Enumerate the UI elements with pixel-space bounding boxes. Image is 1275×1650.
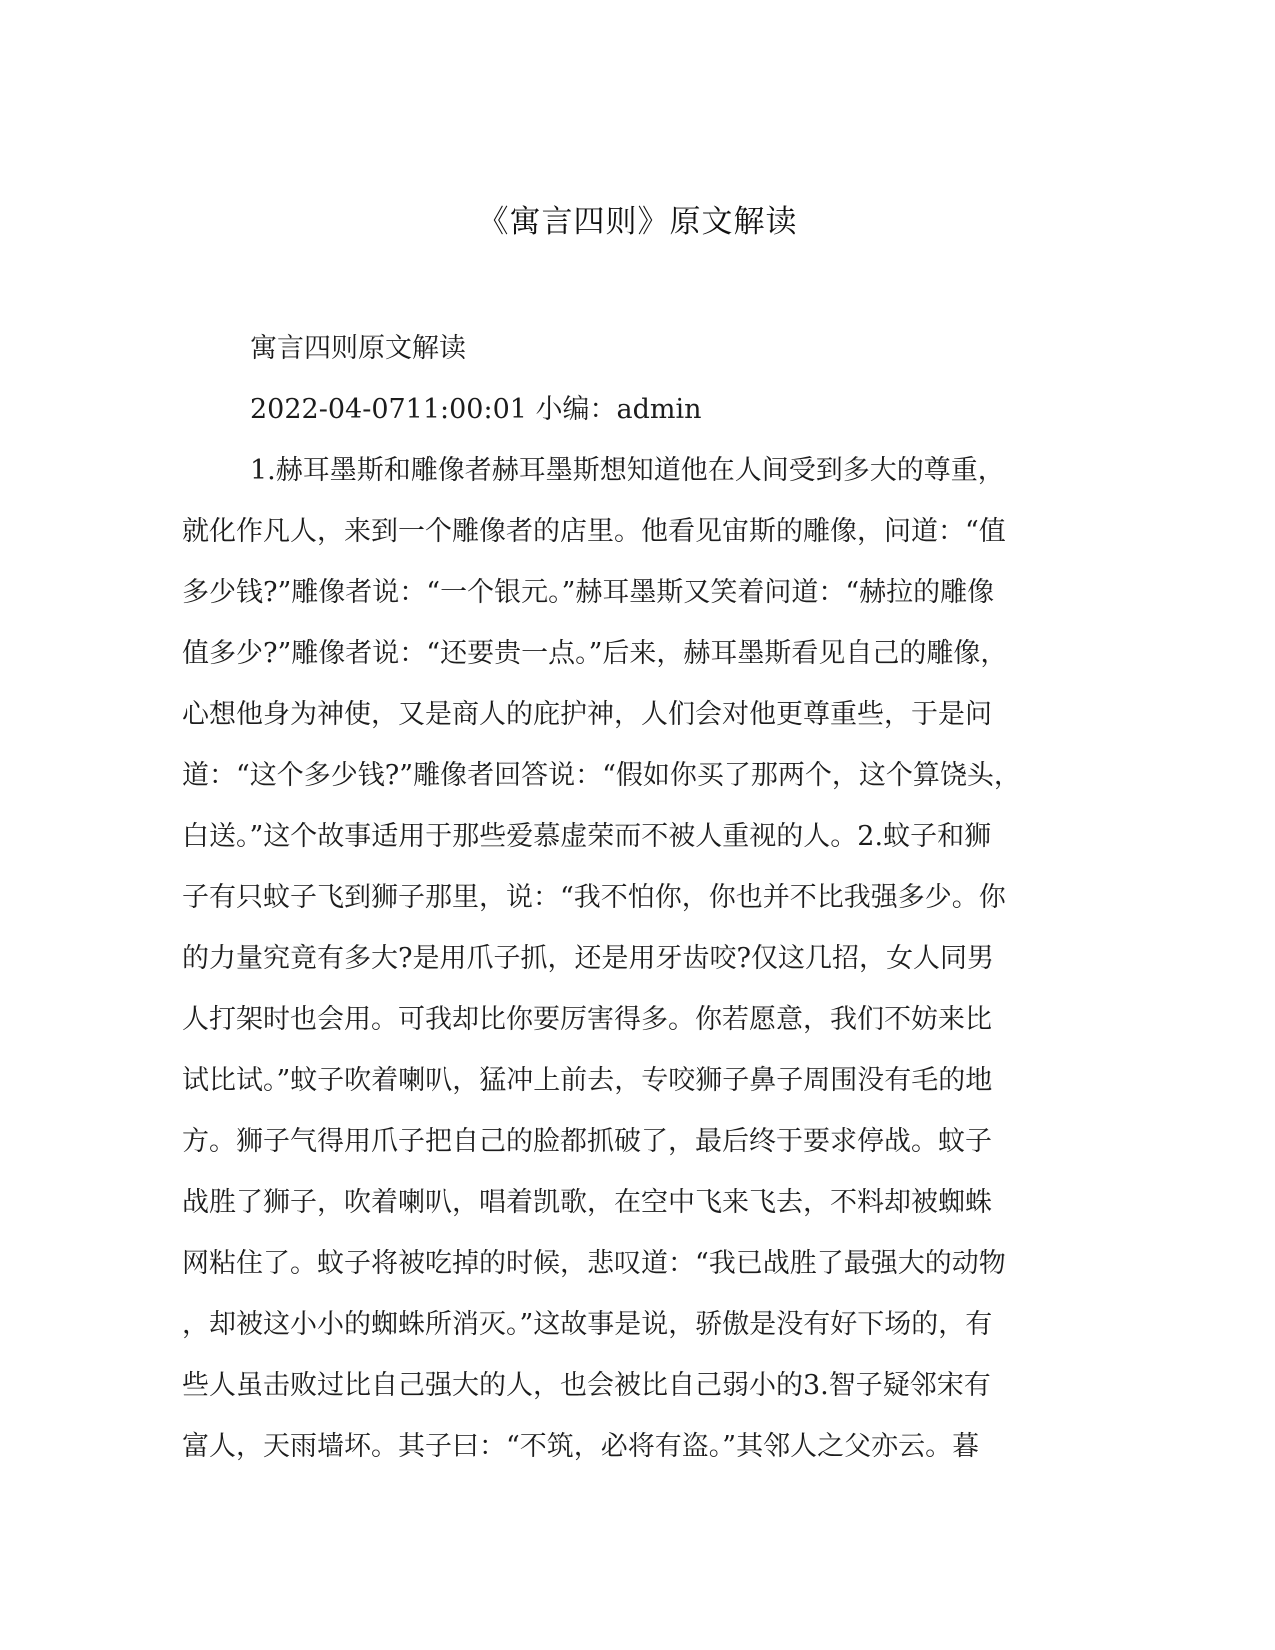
body-line: 心想他身为神使，又是商人的庇护神，人们会对他更尊重些，于是问	[182, 699, 992, 730]
body-line: 些人虽击败过比自己强大的人，也会被比自己弱小的3.智子疑邻宋有	[182, 1370, 991, 1401]
body-line: 方。狮子气得用爪子把自己的脸都抓破了，最后终于要求停战。蚊子	[182, 1126, 992, 1157]
body-line: 的力量究竟有多大?是用爪子抓，还是用牙齿咬?仅这几招，女人同男	[182, 943, 994, 974]
body-line: 多少钱?”雕像者说：“一个银元。”赫耳墨斯又笑着问道：“赫拉的雕像	[182, 577, 995, 608]
body-line: 子有只蚊子飞到狮子那里，说：“我不怕你，你也并不比我强多少。你	[182, 882, 1006, 913]
document-meta: 2022-04-0711:00:01 小编：admin	[250, 394, 702, 425]
body-line: 就化作凡人，来到一个雕像者的店里。他看见宙斯的雕像，问道：“值	[182, 516, 1006, 547]
body-line: 白送。”这个故事适用于那些爱慕虚荣而不被人重视的人。2.蚊子和狮	[182, 821, 992, 852]
body-line: 道：“这个多少钱?”雕像者回答说：“假如你买了那两个，这个算饶头，	[182, 760, 1021, 791]
document-subtitle: 寓言四则原文解读	[250, 333, 466, 364]
body-line: 网粘住了。蚊子将被吃掉的时候，悲叹道：“我已战胜了最强大的动物	[182, 1248, 1006, 1279]
body-line: 1.赫耳墨斯和雕像者赫耳墨斯想知道他在人间受到多大的尊重，	[250, 455, 1005, 486]
document-body	[182, 318, 1023, 1477]
body-line: 值多少?”雕像者说：“还要贵一点。”后来，赫耳墨斯看见自己的雕像，	[182, 638, 1008, 669]
body-line: ，却被这小小的蜘蛛所消灭。”这故事是说，骄傲是没有好下场的，有	[182, 1309, 993, 1340]
body-line: 人打架时也会用。可我却比你要厉害得多。你若愿意，我们不妨来比	[182, 1004, 992, 1035]
body-line: 战胜了狮子，吹着喇叭，唱着凯歌，在空中飞来飞去，不料却被蜘蛛	[182, 1187, 992, 1218]
body-line: 富人，天雨墙坏。其子曰：“不筑，必将有盗。”其邻人之父亦云。暮	[182, 1431, 980, 1462]
document-title: 《寓言四则》原文解读	[477, 204, 798, 240]
body-line: 试比试。”蚊子吹着喇叭，猛冲上前去，专咬狮子鼻子周围没有毛的地	[182, 1065, 993, 1096]
